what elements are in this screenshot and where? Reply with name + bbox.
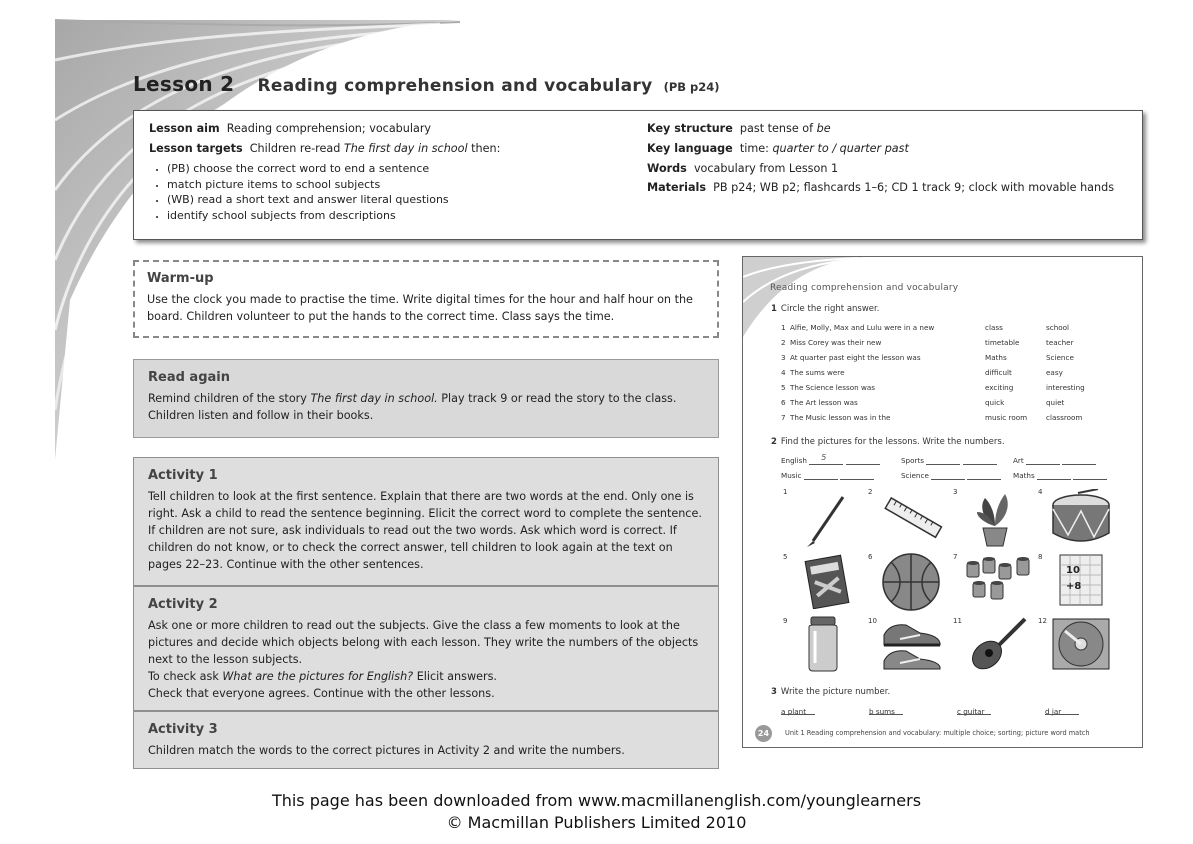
picture-number: 11: [953, 617, 962, 625]
download-notice: This page has been downloaded from www.macmillanenglish.com/younglearners: [271, 791, 922, 810]
row-text: The Art lesson was: [790, 398, 858, 407]
guitar-icon: [965, 615, 1029, 671]
warmup-box: [133, 260, 719, 338]
row-text: Miss Corey was their new: [790, 338, 882, 347]
picture-number: 8: [1038, 553, 1043, 561]
subject-art: Art: [1013, 456, 1024, 465]
answer-line[interactable]: [931, 472, 965, 480]
table-row: [781, 413, 1121, 428]
activity-2-text: [148, 617, 704, 702]
list-item: • (WB) read a short text and answer literal questions: [167, 192, 619, 208]
answer-line[interactable]: [1045, 707, 1079, 715]
structure-text: past tense of: [739, 122, 814, 135]
option-b: Science: [1046, 353, 1074, 362]
picture-number: 5: [783, 553, 788, 561]
targets-story: The first day in school: [343, 141, 468, 155]
cd-icon: [1051, 617, 1111, 671]
lesson-heading: [133, 72, 720, 96]
table-row: [781, 338, 1121, 353]
subject-maths: Maths: [1013, 471, 1035, 480]
drum-icon: [1048, 489, 1114, 547]
option-a: quick: [985, 398, 1005, 407]
answer-line[interactable]: [926, 457, 960, 465]
question-3-text: Write the picture number.: [780, 687, 891, 697]
item-jar: d jar: [1045, 707, 1062, 716]
structure-word: be: [816, 122, 831, 135]
activity-1-title: Activity 1: [148, 468, 218, 483]
row-number: 2: [781, 338, 786, 347]
activity-2-text-2: To check ask: [148, 670, 219, 684]
materials-text: PB p24; WB p2; flashcards 1–6; CD 1 track 9; clock with movable hands: [713, 181, 1115, 195]
question-3-number: 3: [771, 687, 777, 697]
materials: [647, 180, 1137, 197]
lesson-aim: [149, 121, 619, 138]
table-row: [781, 368, 1121, 383]
picture-number: 9: [783, 617, 788, 625]
question-1-rows: [781, 323, 1121, 428]
paint-pots-icon: [963, 555, 1033, 605]
picture-number: 3: [953, 488, 958, 496]
option-a: class: [985, 323, 1003, 332]
book-icon: [803, 554, 851, 609]
pupil-book-page: [742, 256, 1143, 748]
language-example: quarter to / quarter past: [772, 141, 909, 155]
example-answer: 5: [821, 453, 827, 462]
key-words: [647, 161, 1137, 178]
list-item: • (PB) choose the correct word to end a sentence: [167, 161, 619, 177]
read-again-story: The first day in school.: [310, 392, 438, 405]
words-label: Words: [647, 161, 687, 175]
key-structure: [647, 121, 1137, 138]
activity-1-text: Tell children to look at the first sentence. Explain that there are two words at the end. Only one is right. Ask a child to read the sentence beginning. Elicit the correct word to complete the sentence. If children are not sure, ask individuals to read out the two words. Ask which word is correct. If children do not know, or to check the correct answer, tell children to look again at the text on pages 22–23. Continue with the other sentences.: [148, 490, 702, 572]
table-row: [781, 323, 1121, 338]
question-1-number: 1: [771, 304, 777, 314]
answer-line[interactable]: [804, 472, 838, 480]
warmup-title: Warm-up: [147, 271, 214, 286]
activity-1: [134, 458, 718, 585]
item-plant: a plant: [781, 707, 807, 716]
subject-music: Music: [781, 471, 802, 480]
option-a: timetable: [985, 338, 1020, 347]
answer-line[interactable]: [957, 707, 991, 715]
language-text: time:: [739, 141, 769, 155]
question-3: [771, 687, 890, 697]
activity-2-question: What are the pictures for English?: [222, 670, 414, 684]
warmup-text: Use the clock you made to practise the time. Write digital times for the hour and half hour on the board. Children volunteer to put the hands to the correct time. Class says the time.: [147, 293, 693, 324]
read-again-title: Read again: [148, 370, 230, 385]
targets-label: Lesson targets: [149, 141, 243, 155]
row-number: 5: [781, 383, 786, 392]
table-row: [781, 383, 1121, 398]
activity-2-text-1: Ask one or more children to read out the subjects. Give the class a few moments to look at the pictures and decide which objects belong with each lesson. They write the numbers of the objects next to the lesson subjects.: [148, 619, 699, 667]
picture-number: 1: [783, 488, 788, 496]
question-1-text: Circle the right answer.: [780, 304, 880, 314]
copyright-notice: © Macmillan Publishers Limited 2010: [446, 813, 747, 833]
picture-number: 2: [868, 488, 873, 496]
pupil-book-footer-text: Unit 1 Reading comprehension and vocabulary: multiple choice; sorting; picture word match: [785, 729, 1090, 737]
targets-text: Children re-read: [249, 141, 341, 155]
answer-line[interactable]: [1037, 472, 1071, 480]
subject-science: Science: [901, 471, 929, 480]
picture-number: 7: [953, 553, 958, 561]
ruler-icon: [880, 493, 945, 543]
page-number: 24: [755, 725, 772, 742]
lesson-info-box: [133, 110, 1143, 240]
activity-3: [134, 710, 718, 770]
subject-english: English: [781, 456, 807, 465]
activity-2-text-3: Check that everyone agrees. Continue with the other lessons.: [148, 687, 495, 701]
read-again-box: [133, 359, 719, 438]
option-a: Maths: [985, 353, 1007, 362]
question-1: [771, 304, 879, 314]
option-b: easy: [1046, 368, 1063, 377]
answer-line[interactable]: [869, 707, 903, 715]
question-2-number: 2: [771, 437, 777, 447]
row-number: 4: [781, 368, 786, 377]
row-text: Alfie, Molly, Max and Lulu were in a new: [790, 323, 935, 332]
question-2-text: Find the pictures for the lessons. Write the numbers.: [780, 437, 1005, 447]
table-row: [781, 398, 1121, 413]
picture-number: 6: [868, 553, 873, 561]
table-row: [781, 353, 1121, 368]
option-b: quiet: [1046, 398, 1065, 407]
plant-icon: [975, 490, 1015, 548]
picture-number: 10: [868, 617, 877, 625]
download-footer: [0, 790, 1193, 835]
activity-2: [134, 585, 718, 710]
svg-text:+8: +8: [1066, 581, 1082, 592]
answer-line[interactable]: [1062, 457, 1096, 465]
row-number: 6: [781, 398, 786, 407]
read-again-text-post: Play track 9 or read the story to the class. Children listen and follow in their books.: [148, 392, 677, 423]
basketball-icon: [881, 552, 941, 612]
targets-text-post: then:: [471, 141, 501, 155]
aim-label: Lesson aim: [149, 122, 220, 135]
option-b: school: [1046, 323, 1070, 332]
activity-2-title: Activity 2: [148, 597, 218, 612]
answer-line[interactable]: [1073, 472, 1107, 480]
answer-line[interactable]: [963, 457, 997, 465]
row-text: The sums were: [790, 368, 845, 377]
picture-number: 4: [1038, 488, 1043, 496]
row-number: 3: [781, 353, 786, 362]
subject-lines: [781, 453, 1121, 486]
language-label: Key language: [647, 141, 733, 155]
lesson-number: Lesson 2: [133, 72, 235, 96]
pupil-book-ref: (PB p24): [663, 80, 720, 94]
list-item: • match picture items to school subjects: [167, 177, 619, 193]
pupil-book-title: Reading comprehension and vocabulary: [770, 283, 959, 293]
paintbrush-icon: [803, 493, 853, 548]
answer-line[interactable]: [846, 457, 880, 465]
words-text: vocabulary from Lesson 1: [693, 161, 839, 175]
question-2: [771, 437, 1005, 447]
activity-3-title: Activity 3: [148, 722, 218, 737]
item-sums: b sums: [869, 707, 895, 716]
row-text: At quarter past eight the lesson was: [790, 353, 921, 362]
list-item: • identify school subjects from descriptions: [167, 208, 619, 224]
answer-line[interactable]: [809, 453, 843, 465]
row-number: 1: [781, 323, 786, 332]
answer-line[interactable]: [840, 472, 874, 480]
jar-icon: [805, 615, 841, 673]
answer-line[interactable]: [967, 472, 1001, 480]
answer-line[interactable]: [1026, 457, 1060, 465]
option-b: interesting: [1046, 383, 1085, 392]
option-a: music room: [985, 413, 1028, 422]
pupil-book-footer: [755, 725, 1135, 743]
lesson-subtitle: Reading comprehension and vocabulary: [257, 76, 653, 96]
trainers-icon: [880, 615, 946, 673]
materials-label: Materials: [647, 181, 707, 195]
activity-3-text: Children match the words to the correct pictures in Activity 2 and write the numbers.: [148, 744, 625, 757]
row-text: The Science lesson was: [790, 383, 875, 392]
option-b: teacher: [1046, 338, 1074, 347]
row-text: The Music lesson was in the: [790, 413, 891, 422]
lesson-targets: [149, 141, 619, 158]
option-a: difficult: [985, 368, 1012, 377]
activities-box: [133, 457, 719, 769]
svg-text:10: 10: [1066, 565, 1080, 576]
picture-number: 12: [1038, 617, 1047, 625]
aim-text: Reading comprehension; vocabulary: [226, 122, 432, 135]
row-number: 7: [781, 413, 786, 422]
answer-line[interactable]: [781, 707, 815, 715]
targets-list: [149, 161, 619, 225]
read-again-text-pre: Remind children of the story: [148, 392, 307, 405]
subject-sports: Sports: [901, 456, 925, 465]
option-a: exciting: [985, 383, 1014, 392]
option-b: classroom: [1046, 413, 1083, 422]
item-guitar: c guitar: [957, 707, 985, 716]
key-language: [647, 141, 1137, 158]
sums-sheet-icon: [1058, 553, 1104, 607]
structure-label: Key structure: [647, 122, 733, 135]
read-again-text: [148, 390, 704, 424]
activity-2-text-2-post: Elicit answers.: [416, 670, 497, 684]
